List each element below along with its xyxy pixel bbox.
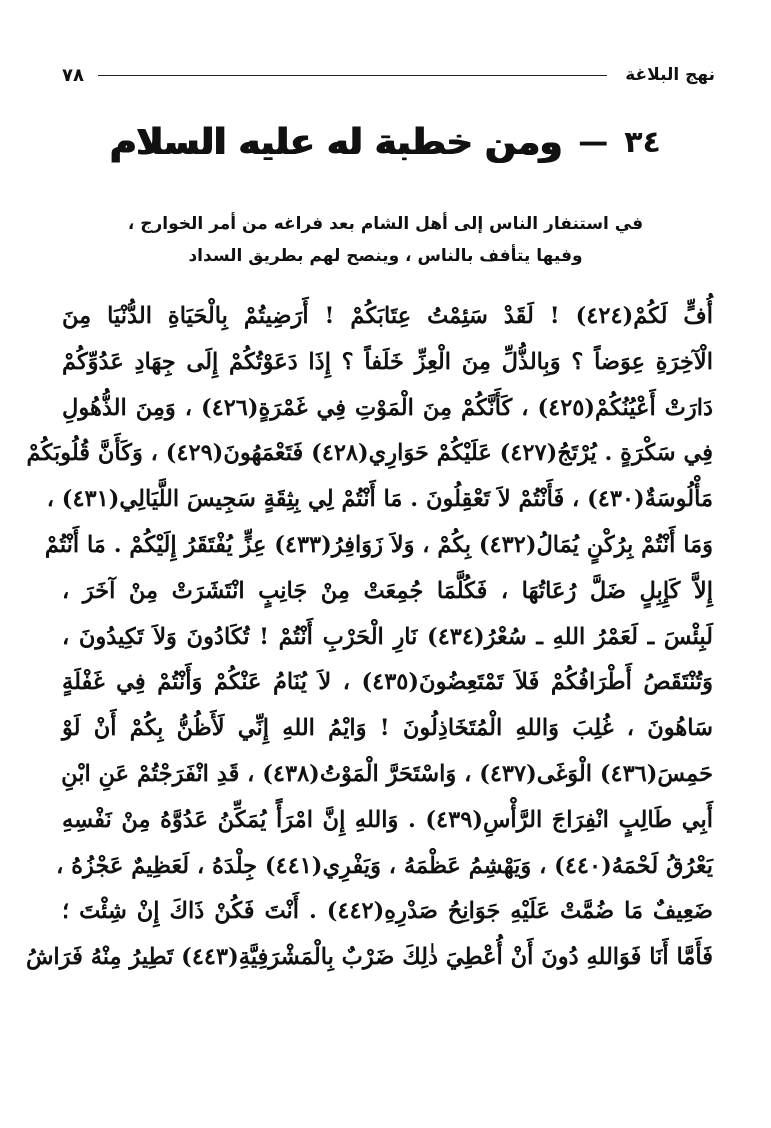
body-line: وَمَا أَنْتُمْ بِرُكْنٍ يُمَالُ(٤٣٢) بِكُمْ ، وَلاَ زَوَافِرُ(٤٣٣) عِزٍّ يُفْتَقَرُ إِلَيْكُمْ . مَا أَنْتُمْ [44,531,713,558]
body-line: إِلاَّ كَإِبِلٍ ضَلَّ رُعَاتُهَا ، فَكُلَّمَا جُمِعَتْ مِنْ جَانِبٍ انْتَشَرَتْ مِنْ آخَرَ ، [62,577,713,604]
body-line: أُفٍّ لَكُمْ(٤٢٤) ! لَقَدْ سَئِمْتُ عِتَابَكُمْ ! أَرَضِيتُمْ بِالْحَيَاةِ الدُّنْيَا مِنَ [62,303,714,329]
sermon-title: ومن خطبة له عليه السلام [110,122,563,163]
page-number: ٧٨ [62,64,84,86]
body-line: أَبِي طَالِبٍ انْفِرَاجَ الرَّأْسِ(٤٣٩) . وَاللهِ إِنَّ امْرَأً يُمَكِّنُ عَدُوَّهُ مِنْ نَفْسِهِ [62,806,714,833]
body-line: سَاهُونَ ، غُلِبَ وَاللهِ الْمُتَخَاذِلُونَ ! وَايْمُ اللهِ إِنِّي لَأَظُنُّ بِكُمْ أَنْ لَوْ [62,715,713,742]
book-title: نهج البلاغة [625,65,715,85]
sermon-heading [0,122,771,163]
header-rule [98,75,607,76]
body-line: مَأْلُوسَةٌ(٤٣٠) ، فَأَنْتُمْ لاَ تَعْقِلُونَ . مَا أَنْتُمْ لِي بِثِقَةٍ سَجِيسَ اللَّيَالِي(٤٣١) ، [46,486,713,513]
running-header [62,62,715,88]
body-line: لَبِئْسَ ـ لَعَمْرُ اللهِ ـ سُعْرُ(٤٣٤) نَارِ الْحَرْبِ أَنْتُمْ ! تُكَادُونَ وَلاَ تَكِيدُونَ ، [62,623,713,650]
body-line: فِي سَكْرَةٍ . يُرْتَجُ(٤٢٧) عَلَيْكُمْ حَوَارِي(٤٢٨) فَتَعْمَهُونَ(٤٢٩) ، وَكَأَنَّ قُلُوبَكُمْ [26,440,713,467]
sermon-dash: — [578,125,609,160]
subtitle-line-1: في استنفار الناس إلى أهل الشام بعد فراغه من أمر الخوارج ، [127,214,644,234]
sermon-number: ٣٤ [624,125,661,160]
body-line: دَارَتْ أَعْيُنُكُمْ(٤٢٥) ، كَأَنَّكُمْ مِنَ الْمَوْتِ فِي غَمْرَةٍ(٤٢٦) ، وَمِنَ الذُّهُولِ [62,394,714,421]
body-line: الْآخِرَةِ عِوَضاً ؟ وَبِالذُّلِّ مِنَ الْعِزِّ خَلَفاً ؟ إِذَا دَعَوْتُكُمْ إِلَى جِهَادِ عَدُوِّكُمْ [62,348,713,375]
body-line: يَعْرُقُ لَحْمَهُ(٤٤٠) ، وَيَهْشِمُ عَظْمَهُ ، وَيَفْرِي(٤٤١) جِلْدَهُ ، لَعَظِيمٌ عَجْزُهُ ، [56,852,713,879]
body-line: ضَعِيفٌ مَا ضُمَّتْ عَلَيْهِ جَوَانِحُ صَدْرِهِ(٤٤٢) . أَنْتَ فَكُنْ ذَاكَ إِنْ شِئْتَ ؛ [62,898,713,925]
sermon-body [25,294,714,981]
sermon-subtitle [60,208,711,272]
body-line: وَتُنْتَقَصُ أَطْرَافُكُمْ فَلاَ تَمْتَعِضُونَ(٤٣٥) ، لاَ يُنَامُ عَنْكُمْ وَأَنْتُمْ فِي غَفْلَةٍ [62,669,713,696]
body-line: فَأَمَّا أَنَا فَوَاللهِ دُونَ أَنْ أُعْطِيَ ذٰلِكَ ضَرْبٌ بِالْمَشْرَفِيَّةِ(٤٤٣) تَطِيرُ مِنْهُ فَرَاشُ [25,944,713,971]
body-line: حَمِسَ(٤٣٦) الْوَغَى(٤٣٧) ، وَاسْتَحَرَّ الْمَوْتُ(٤٣٨) ، قَدِ انْفَرَجْتُمْ عَنِ ابْنِ [61,760,713,787]
subtitle-line-2: وفيها يتأفف بالناس ، وينصح لهم بطريق السداد [188,246,583,266]
